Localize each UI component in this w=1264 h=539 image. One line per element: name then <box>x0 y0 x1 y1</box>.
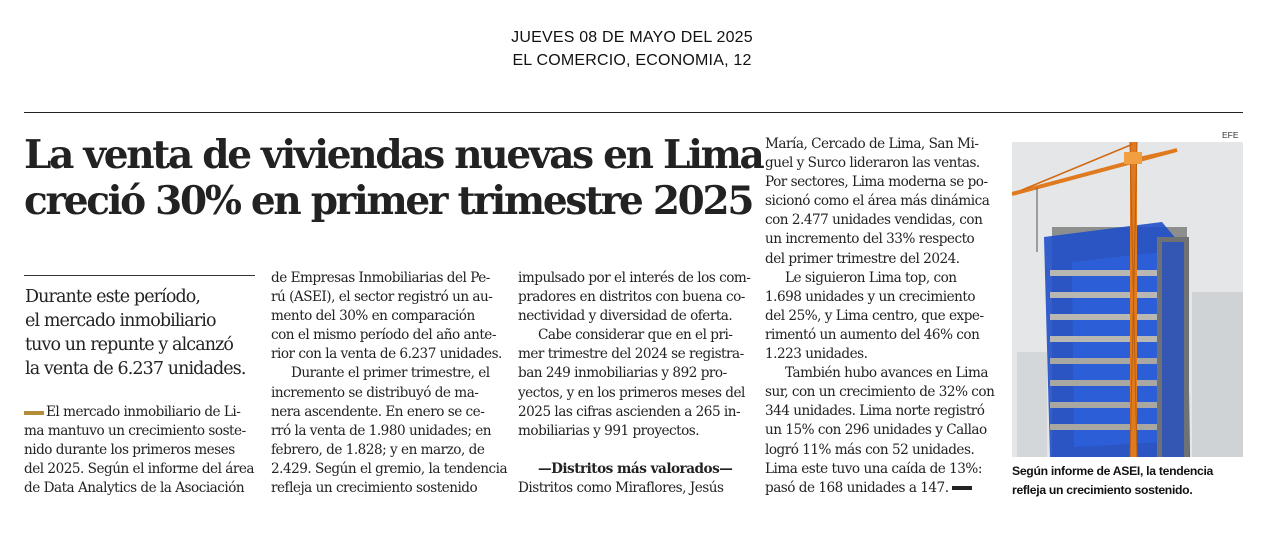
article-start-marker <box>24 411 44 415</box>
body-line: sur, con un crecimiento de 32% con <box>765 384 995 401</box>
body-line: pradores en distritos con buena co- <box>518 289 745 306</box>
lead-divider <box>24 275 255 276</box>
construction-building-image <box>1012 142 1243 457</box>
body-line: con el mismo período del año ante- <box>271 327 496 344</box>
body-line: Distritos como Miraflores, Jesús <box>518 480 724 497</box>
body-line: rú (ASEI), el sector registró un au- <box>271 289 493 306</box>
body-line: incremento se distribuyó de ma- <box>271 384 479 401</box>
subheading: —Distritos más valorados— <box>538 460 733 477</box>
caption-line: refleja un crecimiento sostenido. <box>1012 483 1193 497</box>
body-line: Durante el primer trimestre, el <box>291 365 490 382</box>
body-line: sicionó como el área más dinámica <box>765 193 990 210</box>
body-line: También hubo avances en Lima <box>785 365 988 382</box>
photo-caption <box>1012 462 1252 500</box>
lead-line: la venta de 6.237 unidades. <box>25 359 246 379</box>
body-line: rró la venta de 1.980 unidades; en <box>271 422 492 439</box>
headline-line-2: creció 30% en primer trimestre 2025 <box>24 178 753 224</box>
body-line: rior con la venta de 6.237 unidades. <box>271 346 502 363</box>
body-line: ma mantuvo un crecimiento soste- <box>24 423 246 440</box>
body-line: impulsado por el interés de los com- <box>518 270 751 286</box>
body-line: logró 11% más con 52 unidades. <box>765 441 975 458</box>
body-line: de Empresas Inmobiliarias del Pe- <box>271 270 490 286</box>
body-line: mento del 30% en comparación <box>271 308 475 325</box>
body-line: 1.698 unidades y un crecimiento <box>765 288 976 305</box>
body-line: con 2.477 unidades vendidas, con <box>765 212 983 229</box>
body-line: María, Cercado de Lima, San Mi- <box>765 136 979 152</box>
body-line: un incremento del 33% respecto <box>765 231 975 248</box>
article-column-4 <box>765 135 997 498</box>
lead-line: tuvo un repunte y alcanzó <box>25 335 234 355</box>
body-line: nido durante los primeros meses <box>24 442 235 459</box>
body-line: Cabe considerar que en el pri- <box>538 327 733 344</box>
body-line: de Data Analytics de la Asociación <box>24 480 245 497</box>
body-line: nera ascendente. En enero se ce- <box>271 403 485 420</box>
body-line: 2025 las cifras ascienden a 265 in- <box>518 403 741 420</box>
body-line: pasó de 168 unidades a 147. <box>765 479 997 498</box>
body-line: 2.429. Según el gremio, la tendencia <box>271 460 508 477</box>
header-divider <box>24 112 1243 113</box>
lead-line: el mercado inmobiliario <box>25 311 216 331</box>
body-line: 1.223 unidades. <box>765 346 868 363</box>
body-line: nectividad y diversidad de oferta. <box>518 308 733 325</box>
article-column-1 <box>24 403 256 498</box>
body-line <box>518 441 750 460</box>
building-photo <box>1012 142 1243 457</box>
body-line: mobiliarias y 991 proyectos. <box>518 422 700 439</box>
article-column-3 <box>518 269 750 498</box>
headline-line-1: La venta de viviendas nuevas en Lima <box>24 132 763 178</box>
headline <box>24 132 763 224</box>
lead-summary <box>25 285 260 381</box>
body-line: del 2025. Según el informe del área <box>24 461 254 478</box>
caption-line: Según informe de ASEI, la tendencia <box>1012 464 1214 478</box>
body-line: mer trimestre del 2024 se registra- <box>518 346 744 363</box>
body-line: Por sectores, Lima moderna se po- <box>765 174 988 191</box>
body-line: Le siguieron Lima top, con <box>785 269 957 286</box>
body-line: ban 249 inmobiliarias y 892 pro- <box>518 365 727 382</box>
article-column-2 <box>271 269 508 498</box>
body-line: guel y Surco lideraron las ventas. <box>765 155 980 172</box>
body-line: refleja un crecimiento sostenido <box>271 480 478 497</box>
body-line: rimentó un aumento del 46% con <box>765 326 980 343</box>
photo-credit: EFE <box>1222 130 1239 140</box>
body-line: yectos, y en los primeros meses del <box>518 384 745 401</box>
body-line: El mercado inmobiliario de Li- <box>24 403 256 422</box>
source-line: EL COMERCIO, ECONOMIA, 12 <box>512 52 752 69</box>
body-line: febrero, de 1.828; y en marzo, de <box>271 441 485 458</box>
body-line: Lima este tuvo una caída de 13%: <box>765 460 982 477</box>
body-line: del primer trimestre del 2024. <box>765 250 960 267</box>
body-line: 344 unidades. Lima norte registró <box>765 403 985 420</box>
lead-line: Durante este período, <box>25 287 201 307</box>
body-line: un 15% con 296 unidades y Callao <box>765 422 987 439</box>
date-line: JUEVES 08 DE MAYO DEL 2025 <box>511 29 753 46</box>
article-end-marker <box>952 486 972 490</box>
body-line: del 25%, y Lima centro, que expe- <box>765 307 984 324</box>
